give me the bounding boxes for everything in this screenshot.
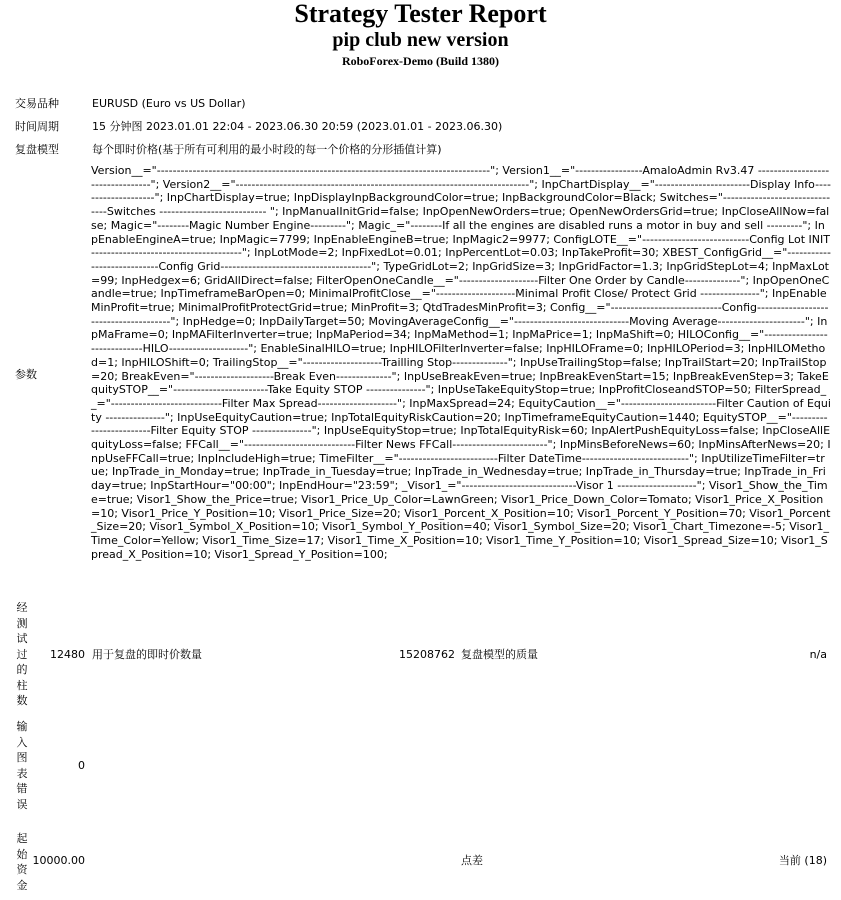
quality-label: 复盘模型的质量: [461, 648, 538, 661]
model-label: 复盘模型: [15, 143, 59, 156]
errors-label: 输入图表错误: [16, 720, 28, 811]
deposit-label: 起始资金: [16, 832, 28, 892]
quality-value: n/a: [809, 648, 827, 661]
server-build: RoboForex-Demo (Build 1380): [341, 54, 500, 68]
errors-value: 0: [78, 759, 85, 772]
bars-label: 经测试过的柱数: [16, 601, 28, 707]
report-title: Strategy Tester Report: [294, 0, 547, 28]
model-value: 每个即时价格(基于所有可利用的最小时段的每一个价格的分形插值计算): [92, 143, 442, 156]
params-value: Version__="------------------------------------------------------------------------------------"; Version1__="-----------------AmaloAdmin Rv3.47 ---------------------------------"; Version2__="--------------------------------------------------------------------------"; InpChartDisplay__="------------------------Display Info--------------------"; InpChartDisplay=true; InpDisplayInpBackgroundColor=true; InpBackgroundColor=Black; Switches="-------------------------------Switches --------------------------- "; InpManualInitGrid=false; InpOpenNewOrders=true; OpenNewOrdersGrid=true; InpCloseAllNow=false; Magic="--------Magic Number Engine---------"; Magic_="--------If all the engines are disabled runs a motor in buy and sell ---------"; InpEnableEngineA=true; InpMagic=7799; InpEnableEngineB=true; InpMagic2=9977; ConfigLOTE__="---------------------------Config Lot INIT--------------------------------------"; InpLotMode=2; InpFixedLot=0.01; InpPercentLot=0.03; InpTakeProfit=30; XBEST_ConfigGrid__="----------------------------Config Grid--------------------------------------"; TypeGridLot=2; InpGridSize=3; InpGridFactor=1.3; InpGridStepLot=4; InpMaxLot=99; InpHedgex=6; GridAllDirect=false; FilterOpenOneCandle__="--------------------Filter One Order by Candle--------------"; InpOpenOneCandle=true; InpTimeframeBarOpen=0; MinimalProfitClose__="--------------------Minimal Profit Close/ Protect Grid ---------------"; InpEnableMinProfit=true; MinimalProfitProtectGrid=true; MinProfit=3; QtdTradesMinProfit=3; Config__="----------------------------Config--------------------------------------"; InpHedge=0; InpDailyTarget=50; MovingAverageConfig__="-----------------------------Moving Average----------------------"; InpMaFrame=0; InpMAFilterInverter=true; InpMaPeriod=34; InpMaMethod=1; InpMaPrice=1; InpMaShift=0; HILOConfig__="-----------------------------HILO--------------------"; EnableSinalHILO=true; InpHILOFilterInverter=false; InpHILOFrame=0; InpHILOPeriod=3; InpHILOMethod=1; InpHILOShift=0; TrailingStop__="--------------------Trailling Stop--------------"; InpUseTrailingStop=false; InpTrailStart=20; InpTrailStop=20; BreakEven="--------------------Break Even--------------"; InpUseBreakEven=true; InpBreakEvenStart=15; InpBreakEvenStep=3; TakeEquitySTOP__="------------------------Take Equity STOP ---------------"; InpUseTakeEquityStop=true; InpProfitCloseandSTOP=50; FilterSpread__="----------------------------Filter Max Spread--------------------"; InpMaxSpread=24; EquityCaution__="------------------------Filter Caution of Equity ---------------"; InpUseEquityCaution=true; InpTotalEquityRiskCaution=20; InpTimeframeEquityCaution=1440; EquitySTOP__="------------------------Filter Equity STOP ---------------"; InpUseEquityStop=true; InpTotalEquityRisk=60; InpAlertPushEquityLoss=false; InpCloseAllEquityLoss=false; FFCall__="----------------------------Filter News FFCall------------------------"; InpMinsBeforeNews=60; InpMinsAfterNews=20; InpUseFFCall=true; InpIncludeHigh=true; TimeFilter__="-------------------------Filter DateTime---------------------------"; InpUtilizeTimeFilter=true; InpTrade_in_Monday=true; InpTrade_in_Tuesday=true; InpTrade_in_Wednesday=true; InpTrade_in_Thursday=true; InpTrade_in_Friday=true; InpStartHour="00:00"; InpEndHour="23:59"; _Visor1_="-----------------------------Visor 1 --------------------"; Visor1_Show_the_Time=true; Visor1_Show_the_Price=true; Visor1_Price_Up_Color=LawnGreen; Visor1_Price_Down_Color=Tomato; Visor1_Price_X_Position=10; Visor1_Price_Y_Position=10; Visor1_Price_Size=20; Visor1_Porcent_X_Position=10; Visor1_Porcent_Y_Position=70; Visor1_Porcent_Size=20; Visor1_Symbol_X_Position=10; Visor1_Symbol_Y_Position=40; Visor1_Symbol_Size=20; Visor1_Chart_Timezone=-5; Visor1_Time_Color=Yellow; Visor1_Time_Size=17; Visor1_Time_X_Position=10; Visor1_Time_Y_Position=10; Visor1_Spread_Size=10; Visor1_Spread_X_Position=10; Visor1_Spread_Y_Position=100;: [91, 164, 831, 561]
ticks-value: 15208762: [399, 648, 455, 661]
period-value: 15 分钟图 2023.01.01 22:04 - 2023.06.30 20:59 (2023.01.01 - 2023.06.30): [92, 120, 503, 133]
period-label: 时间周期: [15, 120, 59, 133]
params-label: 参数: [15, 368, 37, 381]
spread-label: 点差: [461, 854, 483, 867]
symbol-label: 交易品种: [15, 97, 59, 110]
symbol-value: EURUSD (Euro vs US Dollar): [92, 97, 246, 110]
ticks-label: 用于复盘的即时价数量: [92, 648, 202, 661]
bars-value: 12480: [50, 648, 85, 661]
deposit-value: 10000.00: [32, 854, 85, 867]
expert-name: pip club new version: [332, 29, 509, 51]
spread-value: 当前 (18): [778, 854, 827, 867]
